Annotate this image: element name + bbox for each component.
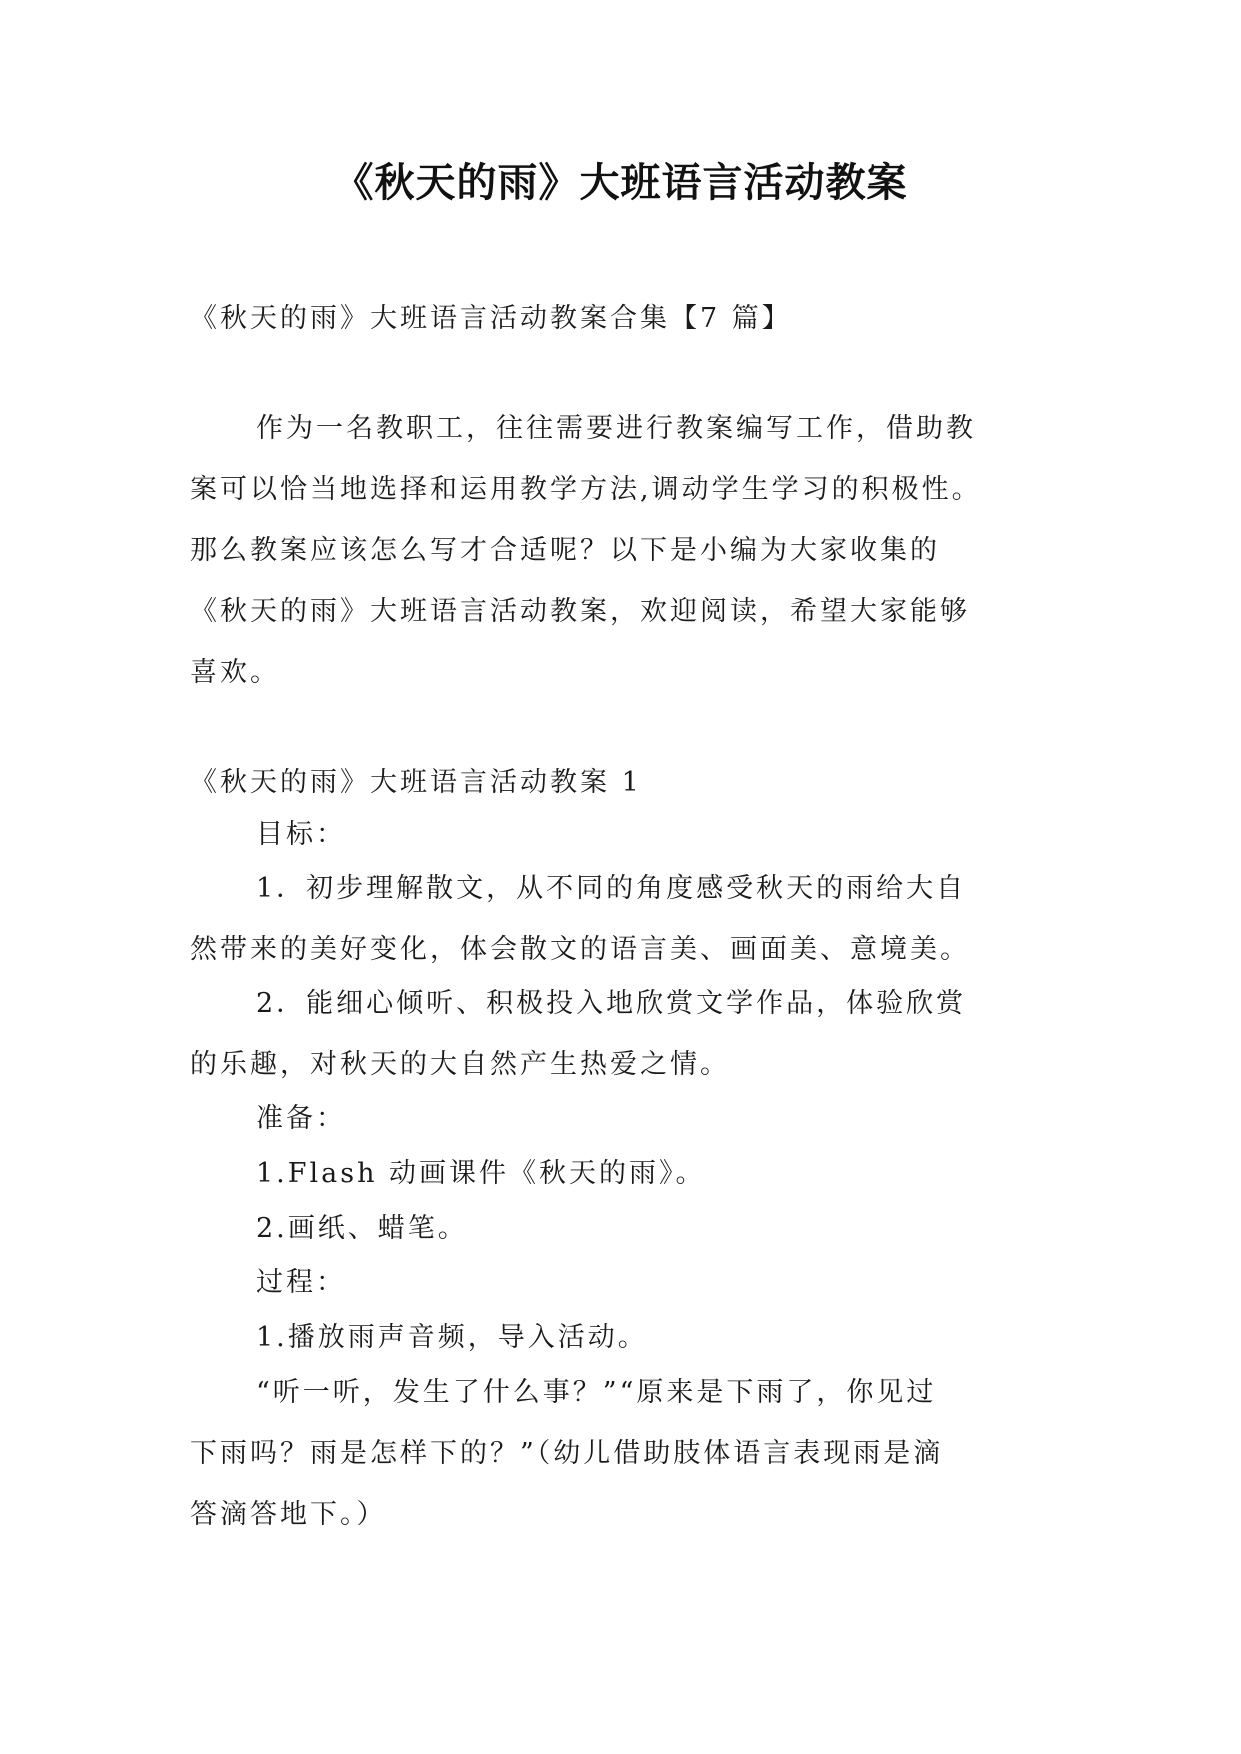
objective-line: 的乐趣，对秋天的大自然产生热爱之情。 [190,1049,730,1080]
preparation-item: 1.Flash 动画课件《秋天的雨》。 [256,1158,706,1189]
preparation-label: 准备： [256,1103,346,1134]
intro-line: 案可以恰当地选择和运用教学方法,调动学生学习的积极性。 [190,474,982,505]
process-quote-paragraph [190,1362,1060,1545]
intro-line: 作为一名教职工，往往需要进行教案编写工作，借助教 [256,413,976,444]
process-step: 1.播放雨声音频，导入活动。 [256,1322,648,1353]
preparation-item: 2.画纸、蜡笔。 [256,1213,468,1244]
document-title: 《秋天的雨》大班语言活动教案 [333,160,908,206]
intro-line: 喜欢。 [190,657,280,688]
objectives-label: 目标： [256,819,346,850]
intro-line: 《秋天的雨》大班语言活动教案，欢迎阅读，希望大家能够 [190,596,970,627]
quote-line: “听一听，发生了什么事？”“原来是下雨了，你见过 [256,1377,937,1408]
intro-paragraph [190,398,1060,703]
objective-item [190,973,1060,1095]
quote-line: 下雨吗？雨是怎样下的？”（幼儿借助肢体语言表现雨是滴 [190,1438,944,1469]
process-label: 过程： [256,1267,346,1298]
objective-line: 1．初步理解散文，从不同的角度感受秋天的雨给大自 [256,873,967,904]
section-heading: 《秋天的雨》大班语言活动教案 1 [190,767,642,798]
quote-line: 答滴答地下。） [190,1499,387,1530]
objective-item [190,858,1060,980]
objective-line: 2．能细心倾听、积极投入地欣赏文学作品，体验欣赏 [256,988,967,1019]
intro-line: 那么教案应该怎么写才合适呢？以下是小编为大家收集的 [190,535,940,566]
objective-line: 然带来的美好变化，体会散文的语言美、画面美、意境美。 [190,934,970,965]
document-subtitle: 《秋天的雨》大班语言活动教案合集【7 篇】 [190,303,792,334]
